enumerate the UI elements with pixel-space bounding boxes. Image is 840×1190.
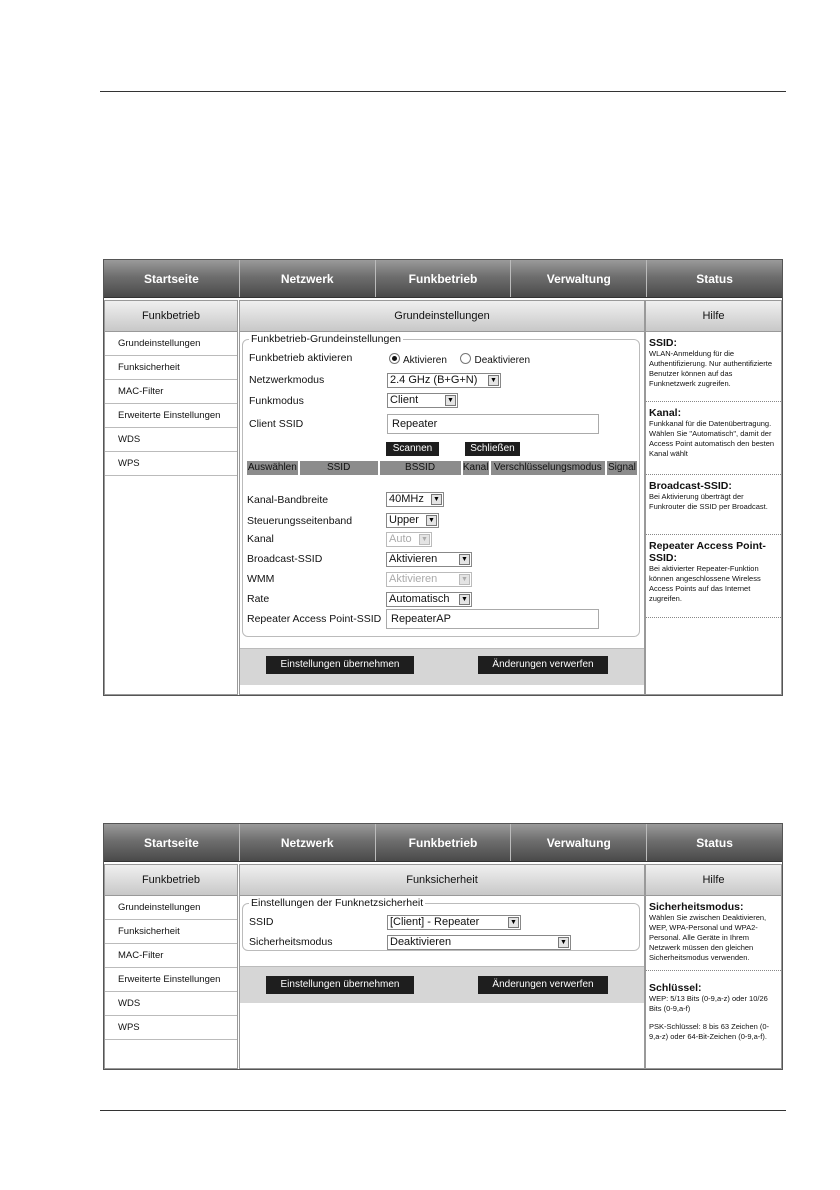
help-section-broadcast xyxy=(646,475,781,535)
header-rule xyxy=(100,91,786,92)
broadcast-label: Broadcast-SSID xyxy=(247,553,323,565)
wmm-label: WMM xyxy=(247,573,275,585)
rate-value: Automatisch xyxy=(389,593,450,605)
sideband-value: Upper xyxy=(389,514,419,526)
ssid-select[interactable] xyxy=(387,915,521,930)
funkmodus-label: Funkmodus xyxy=(249,395,304,407)
chevron-down-icon: ▼ xyxy=(459,574,470,585)
col-verschluesselungsmodus: Verschlüsselungsmodus xyxy=(491,461,607,475)
col-bssid: BSSID xyxy=(380,461,463,475)
chevron-down-icon: ▼ xyxy=(459,554,470,565)
nav-tab-netzwerk[interactable]: Netzwerk xyxy=(240,824,376,861)
broadcast-value: Aktivieren xyxy=(389,553,438,565)
sidebar xyxy=(104,864,238,1069)
col-kanal: Kanal xyxy=(463,461,491,475)
col-signal: Signal xyxy=(608,462,636,473)
sidebar-item-wps[interactable]: WPS xyxy=(105,452,237,476)
nav-tab-startseite[interactable]: Startseite xyxy=(104,260,240,297)
sidebar-title: Funkbetrieb xyxy=(105,301,237,332)
help-text: Bei aktivierter Repeater-Funktion können angeschlossene Wireless Access Points auf das Internet zugreifen. xyxy=(649,564,761,603)
rate-select[interactable] xyxy=(386,592,472,607)
top-navigation xyxy=(104,260,782,298)
rep-ssid-input[interactable]: RepeaterAP xyxy=(386,609,599,629)
help-heading: Broadcast-SSID: xyxy=(649,480,732,492)
discard-button[interactable]: Änderungen verwerfen xyxy=(478,976,608,994)
sidebar-item-erweiterte-einstellungen[interactable]: Erweiterte Einstellungen xyxy=(105,404,237,428)
broadcast-select[interactable] xyxy=(386,552,472,567)
nav-tab-status[interactable]: Status xyxy=(696,835,733,850)
bandwidth-select[interactable] xyxy=(386,492,444,507)
help-text: Funkkanal für die Datenübertragung. Wählen Sie "Automatisch", damit der Access Point automatisch den besten Kanal wählt xyxy=(649,419,775,458)
funkmodus-value: Client xyxy=(390,394,419,406)
main-content xyxy=(239,300,645,695)
help-title: Hilfe xyxy=(646,865,781,896)
radio-deactivate[interactable] xyxy=(460,353,471,364)
funkmodus-select[interactable] xyxy=(387,393,458,408)
chevron-down-icon: ▼ xyxy=(419,534,430,545)
apply-button[interactable]: Einstellungen übernehmen xyxy=(266,976,414,994)
chevron-down-icon: ▼ xyxy=(558,937,569,948)
channel-value: Auto xyxy=(389,533,412,545)
sidebar-item-mac-filter[interactable]: MAC-Filter xyxy=(105,380,237,404)
fieldset-legend: Funkbetrieb-Grundeinstellungen xyxy=(251,333,402,345)
sidebar-item-grundeinstellungen[interactable]: Grundeinstellungen xyxy=(105,332,237,356)
chevron-down-icon: ▼ xyxy=(508,917,519,928)
sidebar-item-grundeinstellungen[interactable]: Grundeinstellungen xyxy=(105,896,237,920)
channel-label: Kanal xyxy=(247,533,274,545)
screenshot-wireless-security xyxy=(103,823,783,1070)
ssid-value: [Client] - Repeater xyxy=(390,916,480,928)
nav-tab-funkbetrieb[interactable]: Funkbetrieb xyxy=(376,824,512,861)
radio-group xyxy=(389,353,530,366)
sidebar-item-wps[interactable]: WPS xyxy=(105,1016,237,1040)
scan-results-header xyxy=(247,461,637,475)
chevron-down-icon: ▼ xyxy=(431,494,442,505)
wmm-select[interactable] xyxy=(386,572,472,587)
help-section-ssid xyxy=(646,332,781,402)
help-panel xyxy=(645,864,782,1069)
activate-label: Funkbetrieb aktivieren xyxy=(249,352,353,364)
nav-tab-status[interactable]: Status xyxy=(696,271,733,286)
help-heading: SSID: xyxy=(649,337,678,349)
nav-tab-netzwerk[interactable]: Netzwerk xyxy=(240,260,376,297)
chevron-down-icon: ▼ xyxy=(459,594,470,605)
secmode-value: Deaktivieren xyxy=(390,936,452,948)
bandwidth-value: 40MHz xyxy=(389,493,424,505)
discard-button[interactable]: Änderungen verwerfen xyxy=(478,656,608,674)
nav-tab-startseite[interactable]: Startseite xyxy=(104,824,240,861)
col-auswaehlen: Auswählen xyxy=(247,461,300,475)
help-text: Wählen Sie zwischen Deaktivieren, WEP, WPA-Personal und WPA2-Personal. Alle Geräte in Ihrem Netzwerk müssen den gleichen Sicherheitsmodus verwenden. xyxy=(649,913,767,962)
rate-label: Rate xyxy=(247,593,270,605)
chevron-down-icon: ▼ xyxy=(488,375,499,386)
wmm-value: Aktivieren xyxy=(389,573,438,585)
help-section-key xyxy=(646,977,781,1045)
apply-button[interactable]: Einstellungen übernehmen xyxy=(266,656,414,674)
help-heading: Kanal: xyxy=(649,407,682,419)
bandwidth-label: Kanal-Bandbreite xyxy=(247,494,329,506)
help-title: Hilfe xyxy=(646,301,781,332)
chevron-down-icon: ▼ xyxy=(445,395,456,406)
radio-deactivate-label: Deaktivieren xyxy=(474,355,531,366)
footer-rule xyxy=(100,1110,786,1111)
radio-activate-label: Aktivieren xyxy=(403,355,447,366)
scan-button[interactable]: Scannen xyxy=(386,442,439,456)
nav-tab-verwaltung[interactable]: Verwaltung xyxy=(511,260,647,297)
help-section-kanal xyxy=(646,402,781,475)
secmode-select[interactable] xyxy=(387,935,571,950)
help-text: Bei Aktivierung überträgt der Funkrouter die SSID per Broadcast. xyxy=(649,492,768,511)
nav-tab-funkbetrieb[interactable]: Funkbetrieb xyxy=(376,260,512,297)
col-ssid: SSID xyxy=(300,461,380,475)
radio-activate[interactable] xyxy=(389,353,400,364)
channel-select[interactable] xyxy=(386,532,432,547)
sidebar-item-funksicherheit[interactable]: Funksicherheit xyxy=(105,920,237,944)
chevron-down-icon: ▼ xyxy=(426,515,437,526)
client-ssid-input[interactable]: Repeater xyxy=(387,414,599,434)
client-ssid-label: Client SSID xyxy=(249,418,304,430)
rep-ssid-label: Repeater Access Point-SSID xyxy=(247,613,382,625)
help-section-repeater xyxy=(646,535,781,618)
help-text: WEP: 5/13 Bits (0-9,a-z) oder 10/26 Bits (0-9,a-f) xyxy=(649,994,768,1013)
screenshot-basic-settings xyxy=(103,259,783,696)
help-heading: Schlüssel: xyxy=(649,982,702,994)
netmode-select[interactable] xyxy=(387,373,501,388)
main-content xyxy=(239,864,645,1069)
help-heading: Repeater Access Point-SSID: xyxy=(649,540,766,564)
ssid-label: SSID xyxy=(249,916,274,928)
sidebar xyxy=(104,300,238,695)
netmode-label: Netzwerkmodus xyxy=(249,374,325,386)
sidebar-item-mac-filter[interactable]: MAC-Filter xyxy=(105,944,237,968)
sidebar-item-erweiterte-einstellungen[interactable]: Erweiterte Einstellungen xyxy=(105,968,237,992)
sidebar-item-funksicherheit[interactable]: Funksicherheit xyxy=(105,356,237,380)
sideband-select[interactable] xyxy=(386,513,439,528)
sidebar-title: Funkbetrieb xyxy=(105,865,237,896)
netmode-value: 2.4 GHz (B+G+N) xyxy=(390,374,478,386)
page-title: Funksicherheit xyxy=(240,865,644,896)
fieldset-legend: Einstellungen der Funknetzsicherheit xyxy=(251,897,424,909)
sidebar-item-wds[interactable]: WDS xyxy=(105,428,237,452)
top-navigation xyxy=(104,824,782,862)
help-heading: Sicherheitsmodus: xyxy=(649,901,744,913)
nav-tab-verwaltung[interactable]: Verwaltung xyxy=(511,824,647,861)
sideband-label: Steuerungsseitenband xyxy=(247,515,353,527)
help-text-2: PSK-Schlüssel: 8 bis 63 Zeichen (0-9,a-z) oder 64-Bit-Zeichen (0-9,a-f). xyxy=(649,1022,770,1041)
help-text: WLAN-Anmeldung für die Authentifizierung. Nur authentifizierte Benutzer können auf das Funknetzwerk zugreifen. xyxy=(649,349,772,388)
help-section-security-mode xyxy=(646,896,781,971)
help-panel xyxy=(645,300,782,695)
sidebar-item-wds[interactable]: WDS xyxy=(105,992,237,1016)
page-title: Grundeinstellungen xyxy=(240,301,644,332)
close-scan-button[interactable]: Schließen xyxy=(465,442,520,456)
secmode-label: Sicherheitsmodus xyxy=(249,936,333,948)
